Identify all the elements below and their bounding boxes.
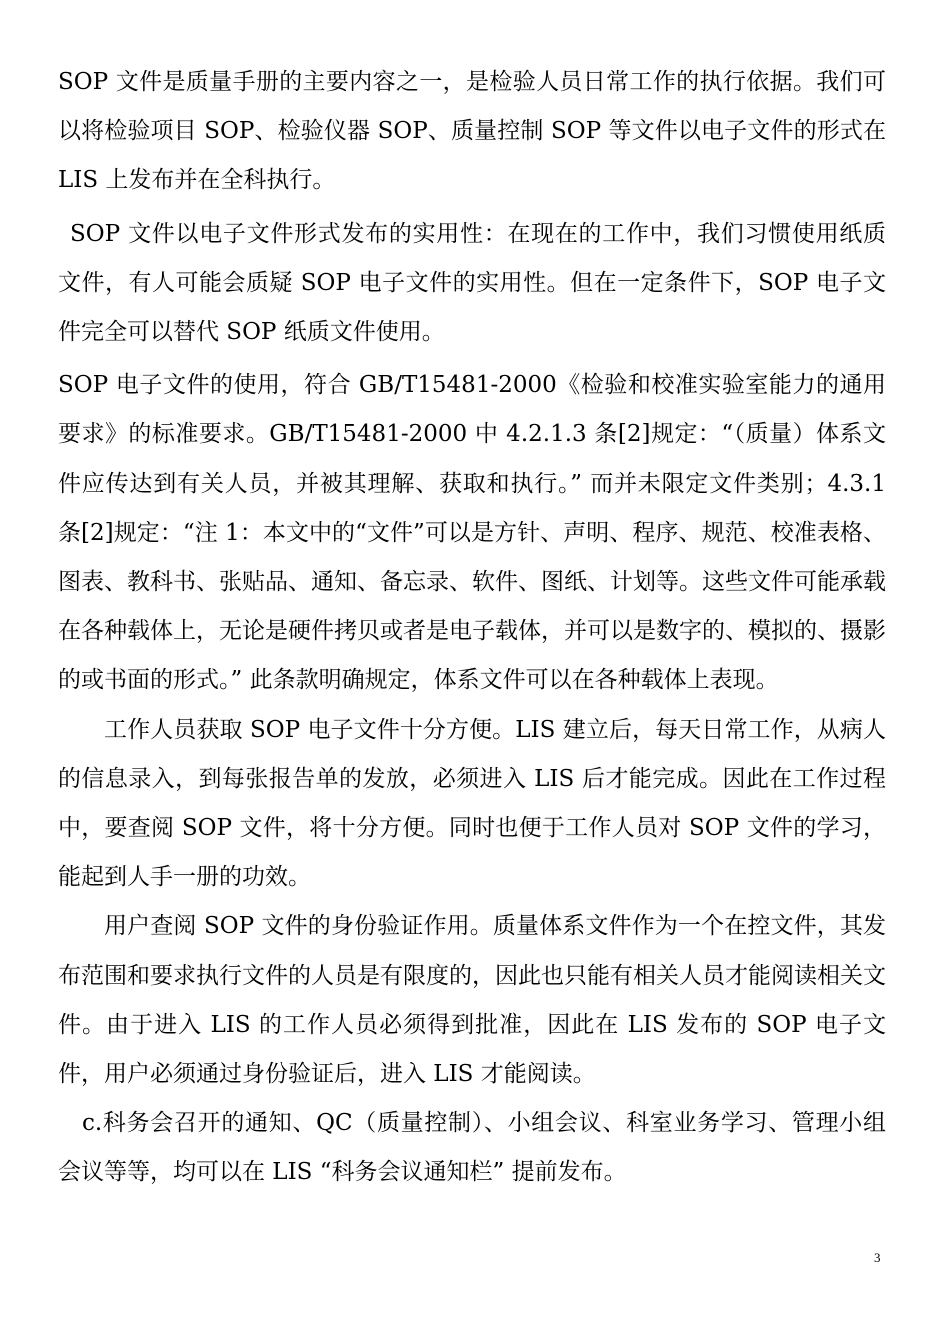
paragraph-sop-practicality: SOP 文件以电子文件形式发布的实用性：在现在的工作中，我们习惯使用纸质文件，有人可能会质疑 SOP 电子文件的实用性。但在一定条件下，SOP 电子文件完全可以替代 SOP 纸质文件使用。 — [58, 220, 886, 346]
paragraph-meeting-notice: c.科务会召开的通知、QC（质量控制）、小组会议、科室业务学习、管理小组会议等等，均可以在 LIS “科务会议通知栏” 提前发布。 — [58, 1110, 886, 1186]
page-number: 3 — [874, 1250, 881, 1265]
document-body — [58, 58, 886, 1198]
paragraph-standard-compliance: SOP 电子文件的使用，符合 GB/T15481-2000《检验和校准实验室能力的通用要求》的标准要求。GB/T15481-2000 中 4.2.1.3 条[2]规定：“（质量）体系文件应传达到有关人员，并被其理解、获取和执行。” 而并未限定文件类别；4.3.1 条[2]规定：“注 1：本文中的“文件”可以是方针、声明、程序、规范、校准表格、图表、教科书、张贴品、通知、备忘录、软件、图纸、计划等。这些文件可能承载在各种载体上，无论是硬件拷贝或者是电子载体，并可以是数字的、模拟的、摄影的或书面的形式。” 此条款明确规定，体系文件可以在各种载体上表现。 — [58, 372, 886, 694]
paragraph-identity-verification: 用户查阅 SOP 文件的身份验证作用。质量体系文件作为一个在控文件，其发布范围和要求执行文件的人员是有限度的，因此也只能有相关人员才能阅读相关文件。由于进入 LIS 的工作人员必须得到批准，因此在 LIS 发布的 SOP 电子文件，用户必须通过身份验证后，进入 LIS 才能阅读。 — [58, 913, 886, 1088]
paragraph-sop-intro: SOP 文件是质量手册的主要内容之一，是检验人员日常工作的执行依据。我们可以将检验项目 SOP、检验仪器 SOP、质量控制 SOP 等文件以电子文件的形式在 LIS 上发布并在全科执行。 — [58, 69, 886, 194]
paragraph-convenient-access: 工作人员获取 SOP 电子文件十分方便。LIS 建立后，每天日常工作，从病人的信息录入，到每张报告单的发放，必须进入 LIS 后才能完成。因此在工作过程中，要查阅 SOP 文件，将十分方便。同时也便于工作人员对 SOP 文件的学习，能起到人手一册的功效。 — [58, 716, 886, 891]
